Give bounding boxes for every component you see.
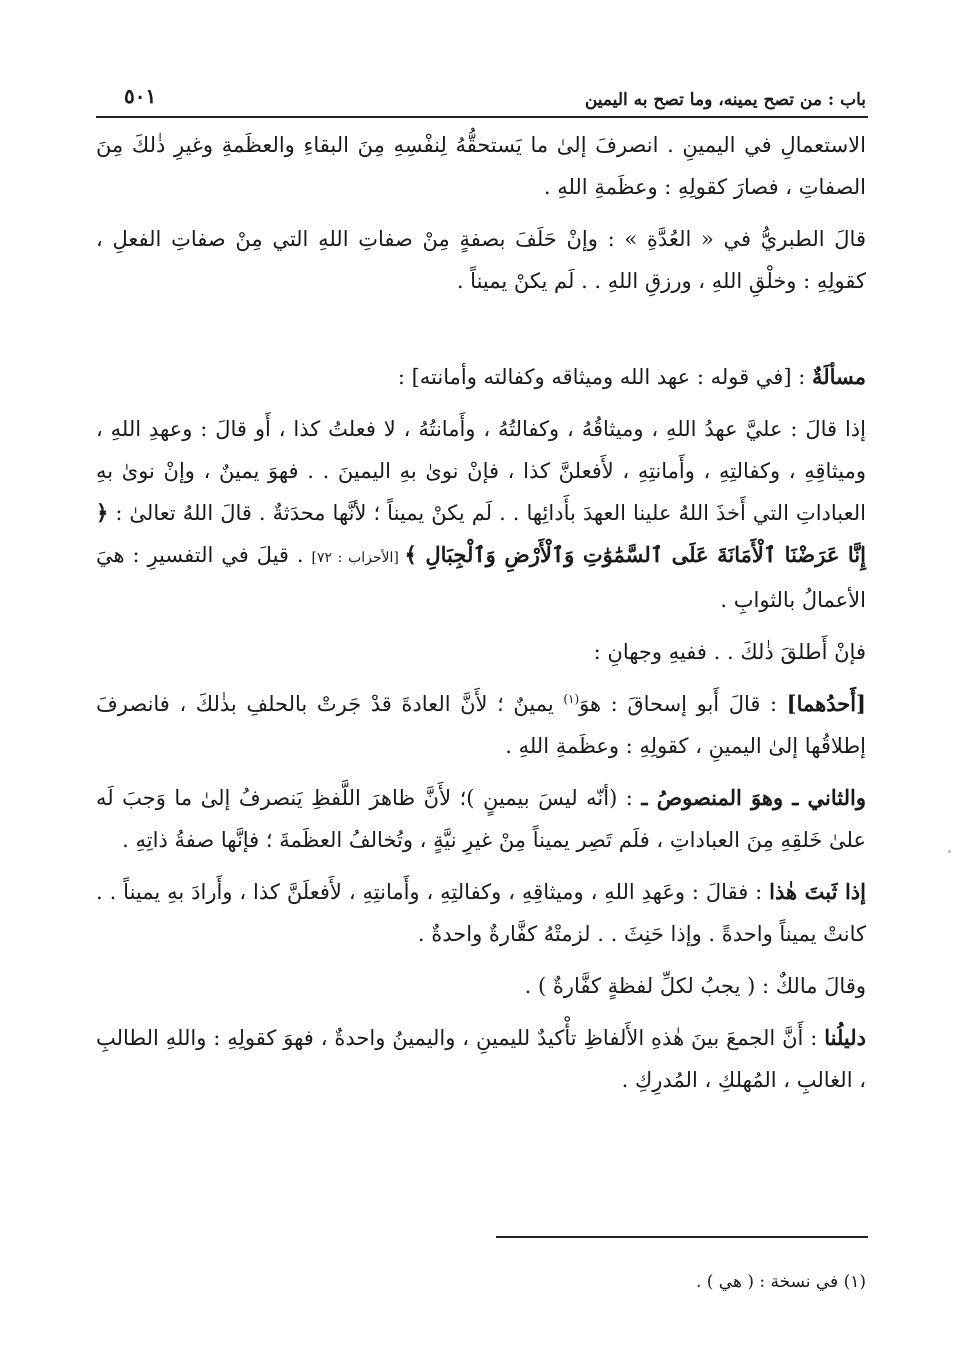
paragraph <box>96 408 866 621</box>
paragraph <box>96 965 866 1007</box>
paragraph-text: وقالَ مالكٌ : ( يجبُ لكلِّ لفظةٍ كفَّارةٌ ) . <box>524 974 866 998</box>
footnote-marker: (١) <box>563 692 580 706</box>
scan-speck <box>948 850 951 853</box>
paragraph-text: فإنْ أَطلقَ ذٰلكَ . . ففيهِ وجهانِ : <box>593 640 866 664</box>
section-heading <box>96 356 866 398</box>
quran-verse: ﴿ إِنَّا عَرَضْنَا ٱلْأَمَانَةَ عَلَى ٱلسَّمَٰوَٰتِ وَٱلْأَرْضِ وَٱلْجِبَالِ ﴾ <box>96 500 866 567</box>
page-header <box>96 84 866 112</box>
verse-reference: [الأحزاب : ٧٢] <box>311 550 405 566</box>
paragraph-text: . قيلَ في التفسيرِ : هيَ الأعمالُ بالثوابِ . <box>96 543 866 612</box>
main-text <box>96 124 866 1111</box>
paragraph-text: : (أنّه ليسَ بيمينٍ )؛ لأَنَّ ظاهرَ اللَّفظِ يَنصرفُ إلىٰ ما وَجبَ لَه علىٰ خَلقِهِ مِنَ العباداتِ ، فلَم تَصِر يميناً مِنْ غيرِ نيَّةٍ ، وتُخالفُ العظَمةَ ؛ فإنَّها صفةُ ذاتِهِ . <box>96 786 866 852</box>
paragraph-text: يمينٌ ؛ لأَنَّ العادةَ قدْ جَرتْ بالحلفِ بذٰلكَ ، فانصرفَ إطلاقُها إلىٰ اليمينِ ، كقولِهِ : وعظَمةِ اللهِ . <box>96 692 866 758</box>
paragraph-text: الاستعمالِ في اليمينِ . انصرفَ إلىٰ ما يَستحقُّهُ لِنفْسِهِ مِنَ البقاءِ والعظَمةِ وغيرِ ذٰلكَ مِنَ الصفاتِ ، فصارَ كقولِهِ : وعظَمةِ اللهِ . <box>96 133 866 199</box>
lead-term: والثاني ـ وهوَ المنصوصُ ـ <box>641 785 867 810</box>
page-number: ٥٠١ <box>124 84 157 108</box>
paragraph <box>96 683 866 767</box>
section-title: مسألَةٌ <box>811 364 866 389</box>
lead-term: دليلُنا <box>824 1025 866 1050</box>
lead-term: [أَحدُهما] <box>786 691 866 716</box>
paragraph <box>96 1017 866 1101</box>
paragraph <box>96 218 866 302</box>
paragraph-text: : فقالَ : وعَهدِ اللهِ ، وميثاقِهِ ، وكفالتِهِ ، وأَمانتِهِ ، لأَفعلَنَّ كذا ، وأَرادَ بهِ يميناً . . كانتْ يميناً واحدةً . وإذا حَنِثَ . . لزمتْهُ كفَّارةٌ واحدةٌ . <box>96 880 866 946</box>
paragraph-text: : قالَ أَبو إسحاقَ : هوَ <box>579 692 787 716</box>
paragraph <box>96 777 866 861</box>
paragraph <box>96 124 866 208</box>
header-divider <box>96 116 868 118</box>
paragraph <box>96 631 866 673</box>
lead-term: إذا ثَبتَ هٰذا <box>769 879 866 904</box>
paragraph-text: قالَ الطبريُّ في « العُدَّةِ » : وإنْ حَلَفَ بصفةٍ مِنْ صفاتِ اللهِ التي مِنْ صفاتِ الفعلِ ، كقولِهِ : وخلْقِ اللهِ ، ورزقِ اللهِ . . لَم يكنْ يميناً . <box>96 227 866 293</box>
paragraph-text: : أَنَّ الجمعَ بينَ هٰذهِ الأَلفاظِ تأْكيدٌ لليمينِ ، واليمينُ واحدةٌ ، فهوَ كقولِهِ : واللهِ الطالبِ ، الغالبِ ، المُهلكِ ، المُدرِكِ . <box>96 1026 866 1092</box>
paragraph-text: إذا قالَ : عليَّ عهدُ اللهِ ، وميثاقُهُ ، وكفالتُهُ ، وأَمانتُهُ ، لا فعلتُ كذا ، أَو قالَ : وعهدِ اللهِ ، وميثاقِهِ ، وكفالتِهِ ، وأَمانتِهِ ، لأَفعلنَّ كذا ، فإنْ نوىٰ بهِ اليمينَ . . فهوَ يمينٌ ، وإنْ نوىٰ بهِ العباداتِ التي أَخذَ اللهُ علينا العهدَ بأَدائِها . . لَم يكنْ يميناً ؛ لأنَّها محدَثةٌ . قالَ اللهُ تعالىٰ : <box>96 417 866 525</box>
footnote-divider <box>496 1236 868 1238</box>
footnote: (١) في نسخة : ( هي ) . <box>695 1272 866 1292</box>
paragraph <box>96 871 866 955</box>
section-subtitle: : [في قوله : عهد الله وميثاقه وكفالته وأمانته] : <box>397 365 812 389</box>
running-title: باب : من تصح يمينه، وما تصح به اليمين <box>584 90 866 110</box>
